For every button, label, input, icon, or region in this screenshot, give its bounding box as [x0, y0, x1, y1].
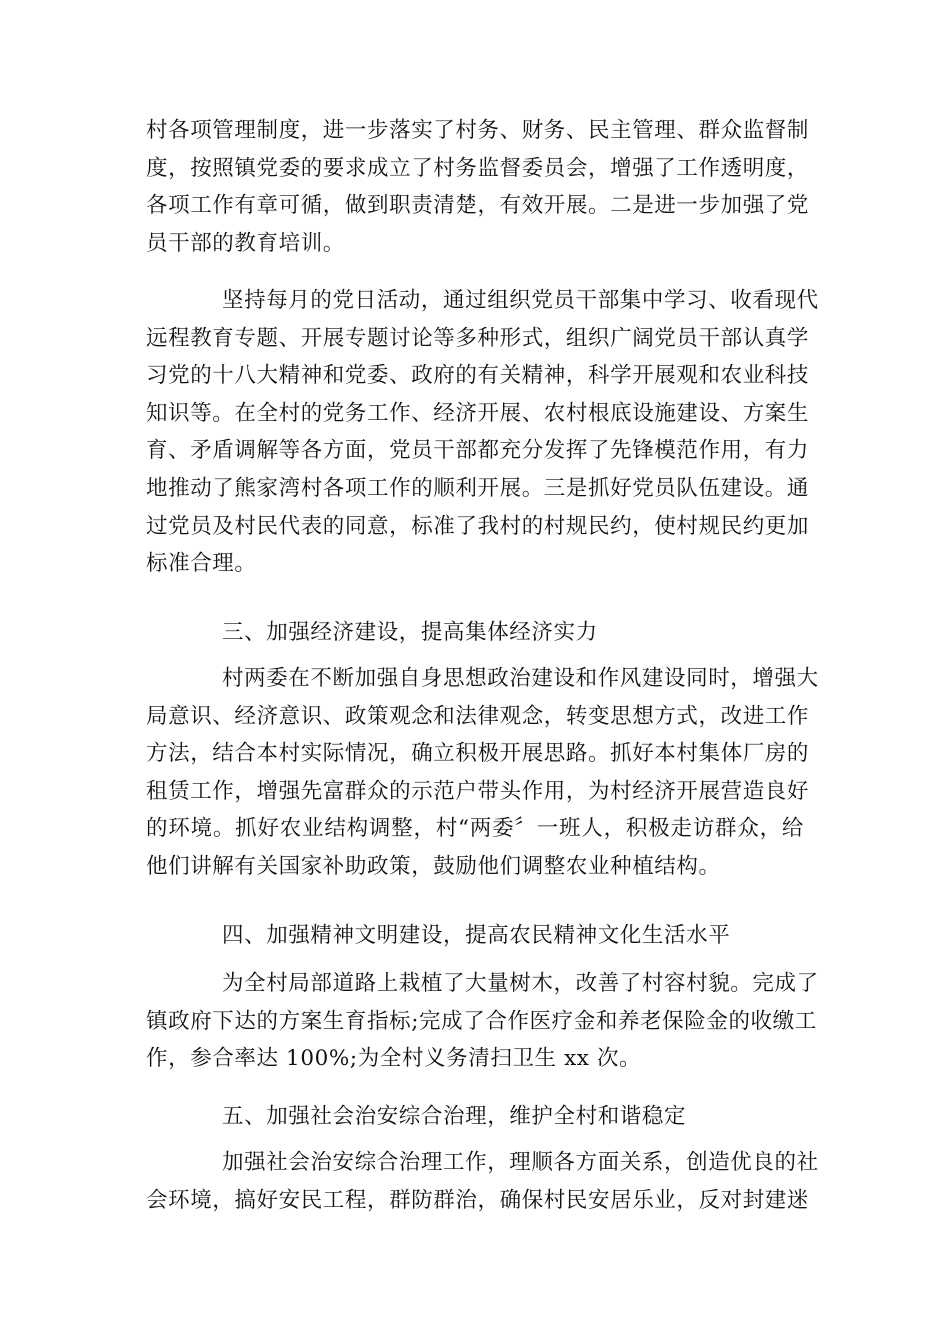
section-heading-civilization [146, 917, 804, 955]
paragraph-party-activities [146, 282, 819, 583]
text-line: 员干部的教育培训。 [146, 230, 345, 256]
text-line: 村两委在不断加强自身思想政治建设和作风建设同时，增强大 [222, 666, 819, 691]
paragraph-social-security [146, 1144, 819, 1219]
section-heading-public-security [146, 1098, 804, 1136]
text-line: 会环境，搞好安民工程，群防群治，确保村民安居乐业，反对封建迷 [146, 1187, 810, 1213]
paragraph-village-environment [146, 965, 819, 1078]
text-line: 局意识、经济意识、政策观念和法律观念，转变思想方式，改进工作 [146, 703, 810, 729]
text-line: 租赁工作，增强先富群众的示范户带头作用，为村经济开展营造良好 [146, 778, 810, 804]
text-line: 度，按照镇党委的要求成立了村务监督委员会，增强了工作透明度， [146, 155, 810, 181]
text-line: 育、矛盾调解等各方面，党员干部都充分发挥了先锋模范作用，有力 [146, 438, 810, 464]
text-line: 远程教育专题、开展专题讨论等多种形式，组织广阔党员干部认真学 [146, 325, 810, 351]
text-line: 镇政府下达的方案生育指标;完成了合作医疗金和养老保险金的收缴工 [146, 1008, 817, 1034]
paragraph-management-system [146, 112, 810, 262]
paragraph-economic-construction [146, 660, 819, 886]
text-line: 标准合理。 [146, 551, 257, 577]
text-line: 加强社会治安综合治理工作，理顺各方面关系，创造优良的社 [222, 1150, 819, 1175]
text-line: 他们讲解有关国家补助政策，鼓励他们调整农业种植结构。 [146, 853, 721, 879]
text-line: 各项工作有章可循，做到职责清楚，有效开展。二是进一步加强了党 [146, 193, 810, 219]
text-line: 坚持每月的党日活动，通过组织党员干部集中学习、收看现代 [222, 288, 819, 313]
text-line: 为全村局部道路上栽植了大量树木，改善了村容村貌。完成了 [222, 971, 819, 996]
section-heading-economy [146, 614, 804, 652]
text-line: 过党员及村民代表的同意，标准了我村的村规民约，使村规民约更加 [146, 513, 810, 539]
heading-text: 三、加强经济建设，提高集体经济实力 [222, 620, 598, 645]
text-line: 地推动了熊家湾村各项工作的顺利开展。三是抓好党员队伍建设。通 [146, 475, 810, 501]
heading-text: 四、加强精神文明建设，提高农民精神文化生活水平 [222, 923, 731, 948]
text-line: 作，参合率达 100%;为全村义务清扫卫生 xx 次。 [146, 1046, 642, 1072]
text-line: 村各项管理制度，进一步落实了村务、财务、民主管理、群众监督制 [146, 118, 810, 143]
text-line: 的环境。抓好农业结构调整，村“两委〞一班人，积极走访群众，给 [146, 816, 804, 842]
text-line: 习党的十八大精神和党委、政府的有关精神，科学开展观和农业科技 [146, 363, 810, 389]
text-line: 知识等。在全村的党务工作、经济开展、农村根底设施建设、方案生 [146, 400, 810, 426]
heading-text: 五、加强社会治安综合治理，维护全村和谐稳定 [222, 1104, 687, 1129]
text-line: 方法，结合本村实际情况，确立积极开展思路。抓好本村集体厂房的 [146, 741, 810, 767]
